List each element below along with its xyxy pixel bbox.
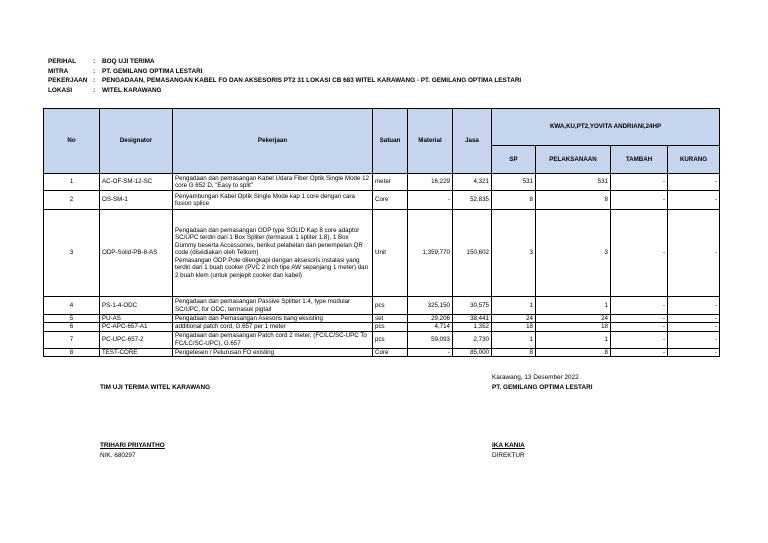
cell-pelaksanaan: 24: [536, 315, 611, 323]
cell-satuan: pcs: [373, 331, 408, 348]
cell-kurang: -: [668, 297, 720, 315]
cell-material: 59,093: [408, 331, 453, 348]
cell-pelaksanaan: 8: [536, 348, 611, 356]
cell-satuan: pcs: [373, 323, 408, 331]
header-value: PENGADAAN, PEMASANGAN KABEL FO DAN AKSESORIS PT2 31 LOKASI CB 683 WITEL KARAWANG - PT. GEMILANG OPTIMA LESTARI: [102, 77, 522, 84]
col-header-pelaksanaan: PELAKSANAAN: [536, 146, 611, 174]
company-name: PT. GEMILANG OPTIMA LESTARI: [492, 384, 593, 391]
document-date: Karawang, 13 Desember 2022: [492, 374, 579, 381]
col-header-kurang: KURANG: [668, 146, 720, 174]
cell-designator: ODP-Solid-PB-8-AS: [100, 210, 173, 297]
table-row: [44, 315, 720, 323]
boq-table: [43, 108, 720, 357]
col-header-sp: SP: [492, 146, 536, 174]
col-header-no: No: [44, 109, 100, 174]
cell-sp: 8: [492, 348, 536, 356]
cell-no: 2: [44, 191, 100, 210]
cell-pelaksanaan: 3: [536, 210, 611, 297]
header-separator: :: [93, 86, 96, 94]
cell-tambah: -: [611, 191, 668, 210]
signatory-left-nik: NIK. 680297: [100, 452, 136, 459]
table-row: [44, 297, 720, 315]
header-separator: :: [93, 58, 96, 65]
col-header-pekerjaan: Pekerjaan: [173, 109, 373, 174]
cell-pelaksanaan: 8: [536, 191, 611, 210]
cell-pekerjaan: Pengadaan dan pemasangan ODP type SOLID Kap 8 core adaptor SC/UPC terdiri dari 1 Box Spliter (termasuk 1 spliter 1:8), 1 Box Dummy beserta Accessories, berikut pelabelan dan penempelan QR code (disediakan oleh Telkom) Pemasangan ODP Pole dilengkapi dengan aksesoris instalasi yang terdiri dari 1 buah cooker (PVC 2 inch tipe AW sepanjang 1 meter) dan 2 buah klem (untuk penjepit cooker dan kabel): [173, 210, 373, 297]
cell-designator: TEST-CORE: [100, 348, 173, 356]
cell-pekerjaan: Pengetesen / Pelurusan FO existing: [173, 348, 373, 356]
cell-tambah: -: [611, 323, 668, 331]
cell-material: 325,150: [408, 297, 453, 315]
cell-designator: PS-1-4-ODC: [100, 297, 173, 315]
cell-sp: 18: [492, 323, 536, 331]
col-header-designator: Designator: [100, 109, 173, 174]
cell-sp: 1: [492, 297, 536, 315]
cell-jasa: 4,321: [453, 174, 492, 191]
col-header-group: KWA,KU,PT2,YOVITA ANDRIANI,24HP: [492, 109, 720, 146]
cell-satuan: set: [373, 315, 408, 323]
cell-no: 8: [44, 348, 100, 356]
table-row: [44, 210, 720, 297]
cell-kurang: -: [668, 323, 720, 331]
cell-no: 3: [44, 210, 100, 297]
cell-kurang: -: [668, 210, 720, 297]
cell-jasa: 52,835: [453, 191, 492, 210]
document-header: [48, 57, 521, 95]
cell-no: 1: [44, 174, 100, 191]
cell-jasa: 1,352: [453, 323, 492, 331]
cell-designator: OS-SM-1: [100, 191, 173, 210]
table-row: [44, 191, 720, 210]
cell-designator: PU-AS: [100, 315, 173, 323]
cell-pekerjaan: additional patch cord, G.657 per 1 meter: [173, 323, 373, 331]
cell-jasa: 38,441: [453, 315, 492, 323]
table-row: [44, 331, 720, 348]
cell-material: -: [408, 191, 453, 210]
header-separator: :: [93, 77, 96, 84]
cell-sp: 1: [492, 331, 536, 348]
table-row: [44, 174, 720, 191]
cell-kurang: -: [668, 191, 720, 210]
cell-material: 1,359,770: [408, 210, 453, 297]
col-header-material: Material: [408, 109, 453, 174]
cell-tambah: -: [611, 315, 668, 323]
cell-satuan: Core: [373, 348, 408, 356]
cell-tambah: -: [611, 297, 668, 315]
header-row-lokasi: [48, 86, 521, 96]
header-key: LOKASI: [48, 86, 73, 94]
cell-kurang: -: [668, 348, 720, 356]
cell-tambah: -: [611, 174, 668, 191]
cell-sp: 531: [492, 174, 536, 191]
cell-kurang: -: [668, 174, 720, 191]
cell-tambah: -: [611, 210, 668, 297]
header-row-pekerjaan: [48, 76, 521, 86]
header-key: MITRA: [48, 67, 69, 75]
cell-designator: PC-UPC-657-2: [100, 331, 173, 348]
cell-pekerjaan: Pengadaan dan pemasangan Passive Splitter 1:4, type modular SC/UPC, for ODC, termasuk pigtail: [173, 297, 373, 315]
cell-no: 7: [44, 331, 100, 348]
cell-material: 4,714: [408, 323, 453, 331]
team-name: TIM UJI TERIMA WITEL KARAWANG: [100, 384, 211, 391]
header-key: PEKERJAAN: [48, 77, 88, 84]
cell-pekerjaan: Pengadaan dan pemasangan Kabel Udara Fiber Optik Single Mode 12 core G 652 D, "Easy to split": [173, 174, 373, 191]
cell-pelaksanaan: 18: [536, 323, 611, 331]
header-key: PERIHAL: [48, 58, 77, 65]
signatory-right-name: IKA KANIA: [492, 442, 525, 449]
cell-no: 4: [44, 297, 100, 315]
header-value: WITEL KARAWANG: [102, 86, 162, 94]
cell-no: 5: [44, 315, 100, 323]
cell-jasa: 150,602: [453, 210, 492, 297]
cell-sp: 3: [492, 210, 536, 297]
cell-sp: 8: [492, 191, 536, 210]
cell-jasa: 30,575: [453, 297, 492, 315]
header-row-mitra: [48, 67, 521, 77]
cell-kurang: -: [668, 331, 720, 348]
cell-material: 16,229: [408, 174, 453, 191]
cell-tambah: -: [611, 348, 668, 356]
cell-satuan: meter: [373, 174, 408, 191]
col-header-tambah: TAMBAH: [611, 146, 668, 174]
cell-satuan: Unit: [373, 210, 408, 297]
cell-satuan: Core: [373, 191, 408, 210]
signatory-left-name: TRIHARI PRIYANTHO: [100, 442, 165, 449]
header-separator: :: [93, 67, 96, 75]
cell-material: 29,206: [408, 315, 453, 323]
header-row-perihal: [48, 57, 521, 67]
cell-pelaksanaan: 1: [536, 297, 611, 315]
cell-pekerjaan: Pengadaan dan Pemasangan Asesoris tiang eksisting: [173, 315, 373, 323]
table-row: [44, 348, 720, 356]
cell-jasa: 85,000: [453, 348, 492, 356]
cell-material: -: [408, 348, 453, 356]
cell-pelaksanaan: 1: [536, 331, 611, 348]
cell-no: 6: [44, 323, 100, 331]
cell-designator: AC-OF-SM-12-SC: [100, 174, 173, 191]
col-header-satuan: Satuan: [373, 109, 408, 174]
cell-tambah: -: [611, 331, 668, 348]
cell-designator: PC-APC-657-A1: [100, 323, 173, 331]
cell-satuan: pcs: [373, 297, 408, 315]
cell-pekerjaan: Penyambungan Kabel Optik Single Mode kap 1 core dengan cara fusion splice: [173, 191, 373, 210]
cell-kurang: -: [668, 315, 720, 323]
cell-pekerjaan: Pengadaan dan pemasangan Patch cord 2 meter, (FC/LC/SC-UPC To FC/LC/SC-UPC), G.657: [173, 331, 373, 348]
header-value: PT. GEMILANG OPTIMA LESTARI: [102, 67, 203, 75]
cell-pelaksanaan: 531: [536, 174, 611, 191]
cell-jasa: 2,730: [453, 331, 492, 348]
col-header-jasa: Jasa: [453, 109, 492, 174]
header-value: BOQ UJI TERIMA: [102, 58, 155, 65]
cell-sp: 24: [492, 315, 536, 323]
signatory-right-position: DIREKTUR: [492, 452, 525, 459]
table-row: [44, 323, 720, 331]
